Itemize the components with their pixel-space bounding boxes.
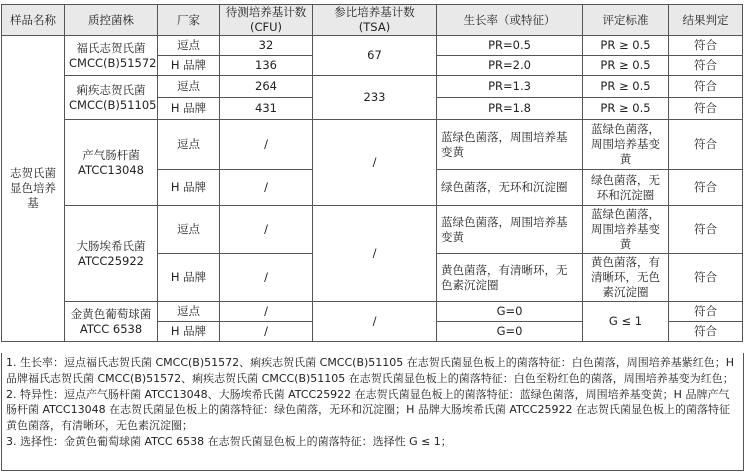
result-cell: 符合 xyxy=(669,98,743,120)
result-cell: 符合 xyxy=(669,120,743,170)
result-cell: 符合 xyxy=(669,302,743,322)
count-cell: 32 xyxy=(220,36,313,56)
header-ref-count: 参比培养基计数 (TSA) xyxy=(313,5,437,36)
result-cell: 符合 xyxy=(669,254,743,302)
header-standard: 评定标准 xyxy=(583,5,669,36)
maker-cell: H 品牌 xyxy=(158,98,220,120)
ref-count-cell: 67 xyxy=(313,36,437,76)
rate-cell: PR=0.5 xyxy=(437,36,583,56)
maker-cell: 逗点 xyxy=(158,206,220,254)
rate-cell: 蓝绿色菌落，周围培养基变黄 xyxy=(437,120,583,170)
rate-cell: 黄色菌落，有清晰环，无色素沉淀圈 xyxy=(437,254,583,302)
rate-cell: 绿色菌落，无环和沉淀圈 xyxy=(437,170,583,206)
maker-cell: H 品牌 xyxy=(158,56,220,76)
ref-count-cell: / xyxy=(313,302,437,342)
notes-block xyxy=(1,353,744,471)
header-growth-rate: 生长率（或特征） xyxy=(437,5,583,36)
result-cell: 符合 xyxy=(669,76,743,98)
rate-cell: G=0 xyxy=(437,322,583,342)
rate-cell: PR=2.0 xyxy=(437,56,583,76)
header-strain: 质控菌株 xyxy=(65,5,158,36)
rate-cell: PR=1.8 xyxy=(437,98,583,120)
strain-name-cell: 大肠埃希氏菌 ATCC25922 xyxy=(65,206,158,302)
table-row xyxy=(2,302,743,322)
header-sample: 样品名称 xyxy=(2,5,65,36)
result-cell: 符合 xyxy=(669,322,743,342)
maker-cell: H 品牌 xyxy=(158,254,220,302)
standard-cell: 黄色菌落，有清晰环，无色素沉淀圈 xyxy=(583,254,669,302)
results-table xyxy=(1,4,743,342)
standard-cell: PR ≥ 0.5 xyxy=(583,76,669,98)
result-cell: 符合 xyxy=(669,170,743,206)
count-cell: / xyxy=(220,206,313,254)
ref-count-cell: / xyxy=(313,120,437,206)
sample-name-cell: 志贺氏菌显色培养基 xyxy=(2,36,65,342)
count-cell: 264 xyxy=(220,76,313,98)
header-result: 结果判定 xyxy=(669,5,743,36)
header-row xyxy=(2,5,743,36)
header-maker: 厂家 xyxy=(158,5,220,36)
standard-cell: PR ≥ 0.5 xyxy=(583,98,669,120)
strain-name-cell: 痢疾志贺氏菌 CMCC(B)51105 xyxy=(65,76,158,120)
standard-cell: 蓝绿色菌落，周围培养基变黄 xyxy=(583,206,669,254)
note-growth-rate: 1. 生长率：逗点福氏志贺氏菌 CMCC(B)51572、痢疾志贺氏菌 CMCC(B)51105 在志贺氏菌显色板上的菌落特征：白色菌落，周围培养基紫红色；H 品牌福氏志贺氏菌 CMCC(B)51572、痢疾志贺氏菌 CMCC(B)51105 在志贺氏菌显色板上的菌落特征：白色至粉红色的菌落，周围培养基变为红色； xyxy=(6,356,735,385)
rate-cell: PR=1.3 xyxy=(437,76,583,98)
count-cell: 431 xyxy=(220,98,313,120)
count-cell: 136 xyxy=(220,56,313,76)
maker-cell: 逗点 xyxy=(158,76,220,98)
note-specificity: 2. 特异性：逗点产气肠杆菌 ATCC13048、大肠埃希氏菌 ATCC25922 在志贺氏菌显色板上的菌落特征：蓝绿色菌落，周围培养基变黄；H 品牌产气肠杆菌 ATCC13048 在志贺氏菌显色板上的菌落特征：绿色菌落，无环和沉淀圈；H 品牌大肠埃希氏菌 ATCC25922 在志贺氏菌显色板上的菌落特征黄色菌落，有清晰环，无色素沉淀圈； xyxy=(6,387,730,433)
table-row xyxy=(2,36,743,56)
rate-cell: 蓝绿色菌落，周围培养基变黄 xyxy=(437,206,583,254)
count-cell: / xyxy=(220,322,313,342)
header-test-count: 待测培养基计数 (CFU) xyxy=(220,5,313,36)
result-cell: 符合 xyxy=(669,206,743,254)
table-row xyxy=(2,206,743,254)
maker-cell: 逗点 xyxy=(158,120,220,170)
standard-cell: G ≤ 1 xyxy=(583,302,669,342)
table-row xyxy=(2,120,743,170)
count-cell: / xyxy=(220,170,313,206)
result-cell: 符合 xyxy=(669,36,743,56)
strain-name-cell: 金黄色葡萄球菌 ATCC 6538 xyxy=(65,302,158,342)
count-cell: / xyxy=(220,302,313,322)
standard-cell: 蓝绿色菌落，周围培养基变黄 xyxy=(583,120,669,170)
standard-cell: PR ≥ 0.5 xyxy=(583,36,669,56)
standard-cell: PR ≥ 0.5 xyxy=(583,56,669,76)
maker-cell: H 品牌 xyxy=(158,322,220,342)
strain-name-cell: 福氏志贺氏菌 CMCC(B)51572 xyxy=(65,36,158,76)
maker-cell: 逗点 xyxy=(158,36,220,56)
table-row xyxy=(2,76,743,98)
note-selectivity: 3. 选择性：金黄色葡萄球菌 ATCC 6538 在志贺氏菌显色板上的菌落特征：选择性 G ≤ 1； xyxy=(6,434,452,448)
maker-cell: 逗点 xyxy=(158,302,220,322)
ref-count-cell: / xyxy=(313,206,437,302)
count-cell: / xyxy=(220,120,313,170)
rate-cell: G=0 xyxy=(437,302,583,322)
result-cell: 符合 xyxy=(669,56,743,76)
count-cell: / xyxy=(220,254,313,302)
strain-name-cell: 产气肠杆菌 ATCC13048 xyxy=(65,120,158,206)
standard-cell: 绿色菌落，无环和沉淀圈 xyxy=(583,170,669,206)
maker-cell: H 品牌 xyxy=(158,170,220,206)
ref-count-cell: 233 xyxy=(313,76,437,120)
